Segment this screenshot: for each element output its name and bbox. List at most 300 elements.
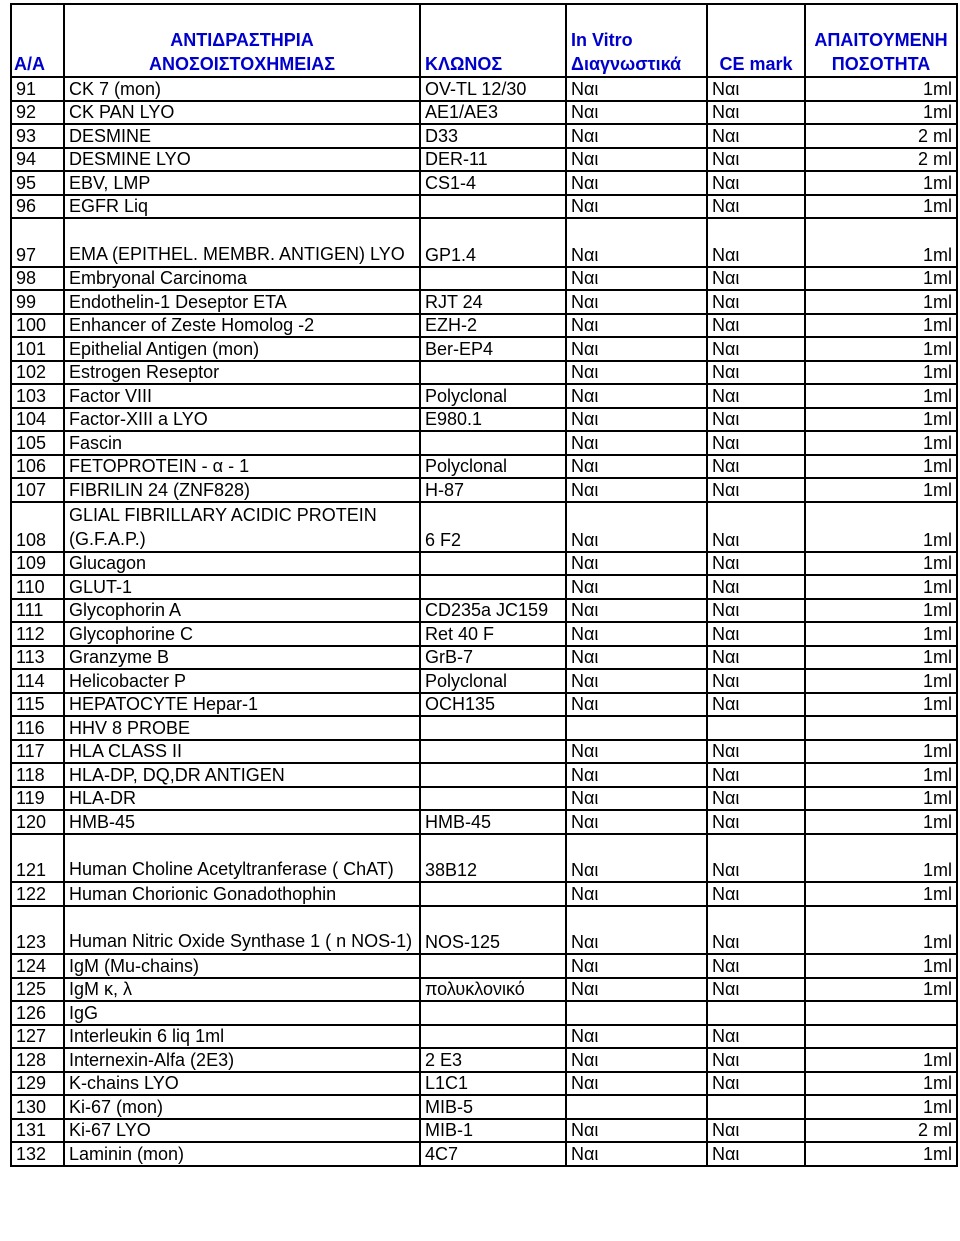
quantity-cell: 1ml [805,478,957,502]
row-number: 121 [11,834,64,883]
clone-cell [420,195,566,219]
table-row [11,740,957,764]
ce-mark-cell: Ναι [707,408,805,432]
ce-mark-cell: Ναι [707,218,805,267]
in-vitro-cell: Ναι [566,361,707,385]
in-vitro-cell: Ναι [566,740,707,764]
in-vitro-cell: Ναι [566,552,707,576]
table-row [11,1119,957,1143]
table-row [11,337,957,361]
in-vitro-cell: Ναι [566,622,707,646]
clone-cell [420,1001,566,1025]
reagent-name: Embryonal Carcinoma [64,267,420,291]
quantity-cell: 1ml [805,314,957,338]
quantity-cell: 1ml [805,502,957,552]
quantity-cell: 1ml [805,693,957,717]
reagent-name: IgG [64,1001,420,1025]
table-row [11,195,957,219]
in-vitro-cell: Ναι [566,148,707,172]
reagent-name: HEPATOCYTE Hepar-1 [64,693,420,717]
quantity-cell: 1ml [805,882,957,906]
reagent-name: Endothelin-1 Deseptor ETA [64,290,420,314]
table-row [11,1095,957,1119]
clone-cell: H-87 [420,478,566,502]
reagent-name: HLA-DP, DQ,DR ANTIGEN [64,763,420,787]
clone-cell: 2 E3 [420,1048,566,1072]
row-number: 125 [11,978,64,1002]
ce-mark-cell: Ναι [707,101,805,125]
row-number: 109 [11,552,64,576]
in-vitro-cell: Ναι [566,455,707,479]
row-number: 107 [11,478,64,502]
row-number: 99 [11,290,64,314]
quantity-cell: 1ml [805,267,957,291]
reagent-name: Estrogen Reseptor [64,361,420,385]
reagent-name: Human Chorionic Gonadothophin [64,882,420,906]
row-number: 113 [11,646,64,670]
ce-mark-cell: Ναι [707,906,805,955]
clone-cell: E980.1 [420,408,566,432]
ce-mark-cell: Ναι [707,1048,805,1072]
reagent-name: Internexin-Alfa (2E3) [64,1048,420,1072]
clone-cell [420,267,566,291]
row-number: 96 [11,195,64,219]
table-row [11,599,957,623]
in-vitro-cell: Ναι [566,599,707,623]
quantity-cell: 1ml [805,1142,957,1166]
ce-mark-cell: Ναι [707,693,805,717]
row-number: 115 [11,693,64,717]
table-row [11,669,957,693]
quantity-cell: 1ml [805,646,957,670]
quantity-cell: 1ml [805,1072,957,1096]
clone-cell: AE1/AE3 [420,101,566,125]
row-number: 97 [11,218,64,267]
in-vitro-cell: Ναι [566,502,707,552]
reagent-name: Factor-XIII a LYO [64,408,420,432]
row-number: 105 [11,431,64,455]
clone-cell [420,575,566,599]
ce-mark-cell: Ναι [707,1119,805,1143]
quantity-cell: 1ml [805,810,957,834]
ce-mark-cell: Ναι [707,763,805,787]
table-row [11,218,957,267]
row-number: 102 [11,361,64,385]
clone-cell: Polyclonal [420,384,566,408]
row-number: 132 [11,1142,64,1166]
table-row [11,384,957,408]
row-number: 128 [11,1048,64,1072]
ce-mark-cell: Ναι [707,290,805,314]
in-vitro-cell: Ναι [566,1119,707,1143]
ce-mark-cell: Ναι [707,337,805,361]
reagent-name: GLIAL FIBRILLARY ACIDIC PROTEIN (G.F.A.P.) [64,502,420,552]
reagent-name: HHV 8 PROBE [64,716,420,740]
clone-cell: Polyclonal [420,455,566,479]
ce-mark-cell: Ναι [707,267,805,291]
clone-cell: MIB-5 [420,1095,566,1119]
header-row [11,4,957,77]
ce-mark-cell: Ναι [707,669,805,693]
quantity-cell: 1ml [805,1095,957,1119]
in-vitro-cell: Ναι [566,337,707,361]
table-row [11,267,957,291]
clone-cell: DER-11 [420,148,566,172]
reagent-name: HLA CLASS II [64,740,420,764]
clone-cell [420,763,566,787]
reagent-name: Fascin [64,431,420,455]
reagent-name: FIBRILIN 24 (ZNF828) [64,478,420,502]
reagent-name: K-chains LYO [64,1072,420,1096]
clone-cell: OV-TL 12/30 [420,77,566,101]
table-row [11,124,957,148]
reagent-name: Human Nitric Oxide Synthase 1 ( n NOS-1) [64,906,420,955]
row-number: 130 [11,1095,64,1119]
ce-mark-cell: Ναι [707,148,805,172]
reagent-name: Ki-67 LYO [64,1119,420,1143]
quantity-cell: 1ml [805,101,957,125]
row-number: 100 [11,314,64,338]
clone-cell: L1C1 [420,1072,566,1096]
ce-mark-cell: Ναι [707,575,805,599]
in-vitro-cell: Ναι [566,267,707,291]
reagent-name: Glycophorine C [64,622,420,646]
quantity-cell: 1ml [805,954,957,978]
table-row [11,478,957,502]
reagent-name: FETOPROTEIN - α - 1 [64,455,420,479]
row-number: 116 [11,716,64,740]
table-row [11,882,957,906]
quantity-cell: 1ml [805,599,957,623]
reagent-name: HMB-45 [64,810,420,834]
row-number: 91 [11,77,64,101]
clone-cell: Polyclonal [420,669,566,693]
header-ce-mark: CE mark [707,4,805,77]
row-number: 108 [11,502,64,552]
quantity-cell: 1ml [805,787,957,811]
clone-cell: RJT 24 [420,290,566,314]
table-row [11,954,957,978]
header-clone: ΚΛΩΝΟΣ [420,4,566,77]
table-row [11,810,957,834]
in-vitro-cell: Ναι [566,882,707,906]
clone-cell [420,716,566,740]
ce-mark-cell: Ναι [707,314,805,338]
table-row [11,978,957,1002]
table-row [11,787,957,811]
clone-cell: EZH-2 [420,314,566,338]
table-row [11,1001,957,1025]
table-row [11,148,957,172]
header-reagents: ΑΝΤΙΔΡΑΣΤΗΡΙΑ ΑΝΟΣΟΙΣΤΟΧΗΜΕΙΑΣ [64,4,420,77]
reagent-name: Laminin (mon) [64,1142,420,1166]
ce-mark-cell: Ναι [707,77,805,101]
ce-mark-cell: Ναι [707,787,805,811]
quantity-cell [805,1025,957,1049]
in-vitro-cell: Ναι [566,101,707,125]
ce-mark-cell: Ναι [707,810,805,834]
quantity-cell: 1ml [805,455,957,479]
ce-mark-cell: Ναι [707,1142,805,1166]
ce-mark-cell: Ναι [707,478,805,502]
in-vitro-cell: Ναι [566,314,707,338]
row-number: 103 [11,384,64,408]
table-row [11,314,957,338]
row-number: 98 [11,267,64,291]
reagent-name: EMA (EPITHEL. MEMBR. ANTIGEN) LYO [64,218,420,267]
quantity-cell: 1ml [805,431,957,455]
in-vitro-cell [566,1001,707,1025]
reagent-name: Glycophorin A [64,599,420,623]
ce-mark-cell [707,1095,805,1119]
clone-cell [420,882,566,906]
ce-mark-cell: Ναι [707,552,805,576]
table-row [11,502,957,552]
row-number: 114 [11,669,64,693]
row-number: 122 [11,882,64,906]
in-vitro-cell: Ναι [566,669,707,693]
in-vitro-cell: Ναι [566,810,707,834]
row-number: 129 [11,1072,64,1096]
in-vitro-cell: Ναι [566,834,707,883]
ce-mark-cell: Ναι [707,882,805,906]
clone-cell [420,1025,566,1049]
quantity-cell [805,1001,957,1025]
quantity-cell: 1ml [805,740,957,764]
ce-mark-cell: Ναι [707,361,805,385]
clone-cell [420,787,566,811]
in-vitro-cell: Ναι [566,218,707,267]
row-number: 126 [11,1001,64,1025]
quantity-cell: 1ml [805,575,957,599]
quantity-cell: 1ml [805,171,957,195]
reagent-name: EBV, LMP [64,171,420,195]
ce-mark-cell: Ναι [707,431,805,455]
quantity-cell: 1ml [805,218,957,267]
in-vitro-cell: Ναι [566,431,707,455]
row-number: 111 [11,599,64,623]
table-row [11,1048,957,1072]
reagent-name: Enhancer of Zeste Homolog -2 [64,314,420,338]
reagent-name: Glucagon [64,552,420,576]
ce-mark-cell: Ναι [707,455,805,479]
table-row [11,361,957,385]
quantity-cell: 1ml [805,290,957,314]
row-number: 124 [11,954,64,978]
in-vitro-cell: Ναι [566,408,707,432]
in-vitro-cell: Ναι [566,478,707,502]
quantity-cell: 1ml [805,669,957,693]
quantity-cell: 1ml [805,763,957,787]
ce-mark-cell: Ναι [707,834,805,883]
ce-mark-cell: Ναι [707,954,805,978]
clone-cell: πολυκλονικό [420,978,566,1002]
clone-cell: D33 [420,124,566,148]
in-vitro-cell: Ναι [566,290,707,314]
reagent-name: EGFR Liq [64,195,420,219]
table-row [11,1142,957,1166]
quantity-cell: 1ml [805,834,957,883]
reagent-name: GLUT-1 [64,575,420,599]
table-row [11,834,957,883]
table-row [11,171,957,195]
table-row [11,408,957,432]
in-vitro-cell: Ναι [566,77,707,101]
row-number: 120 [11,810,64,834]
in-vitro-cell: Ναι [566,954,707,978]
in-vitro-cell: Ναι [566,575,707,599]
row-number: 117 [11,740,64,764]
row-number: 123 [11,906,64,955]
reagent-name: Interleukin 6 liq 1ml [64,1025,420,1049]
reagent-name: Human Choline Acetyltranferase ( ChAT) [64,834,420,883]
in-vitro-cell: Ναι [566,693,707,717]
row-number: 127 [11,1025,64,1049]
row-number: 131 [11,1119,64,1143]
reagent-name: Granzyme B [64,646,420,670]
row-number: 94 [11,148,64,172]
clone-cell [420,361,566,385]
row-number: 95 [11,171,64,195]
row-number: 118 [11,763,64,787]
ce-mark-cell: Ναι [707,502,805,552]
ce-mark-cell: Ναι [707,978,805,1002]
row-number: 110 [11,575,64,599]
quantity-cell: 1ml [805,622,957,646]
reagent-name: CK PAN LYO [64,101,420,125]
table-row [11,290,957,314]
ce-mark-cell: Ναι [707,1025,805,1049]
table-row [11,552,957,576]
quantity-cell: 1ml [805,337,957,361]
in-vitro-cell: Ναι [566,384,707,408]
table-row [11,431,957,455]
quantity-cell: 1ml [805,361,957,385]
row-number: 104 [11,408,64,432]
in-vitro-cell: Ναι [566,763,707,787]
in-vitro-cell: Ναι [566,646,707,670]
quantity-cell: 1ml [805,906,957,955]
reagent-name: DESMINE LYO [64,148,420,172]
header-quantity: ΑΠΑΙΤΟΥΜΕΝΗ ΠΟΣΟΤΗΤΑ [805,4,957,77]
in-vitro-cell: Ναι [566,195,707,219]
ce-mark-cell: Ναι [707,646,805,670]
in-vitro-cell: Ναι [566,124,707,148]
table-row [11,716,957,740]
ce-mark-cell: Ναι [707,171,805,195]
in-vitro-cell: Ναι [566,1072,707,1096]
table-row [11,646,957,670]
clone-cell: CD235a JC159 [420,599,566,623]
table-row [11,693,957,717]
quantity-cell: 1ml [805,1048,957,1072]
reagent-name: Ki-67 (mon) [64,1095,420,1119]
in-vitro-cell: Ναι [566,906,707,955]
in-vitro-cell: Ναι [566,787,707,811]
in-vitro-cell: Ναι [566,1142,707,1166]
reagent-name: CK 7 (mon) [64,77,420,101]
in-vitro-cell: Ναι [566,978,707,1002]
clone-cell: CS1-4 [420,171,566,195]
table-row [11,575,957,599]
table-row [11,622,957,646]
quantity-cell [805,716,957,740]
table-row [11,101,957,125]
ce-mark-cell: Ναι [707,195,805,219]
reagent-table [10,3,958,1167]
clone-cell [420,552,566,576]
row-number: 119 [11,787,64,811]
row-number: 106 [11,455,64,479]
clone-cell: HMB-45 [420,810,566,834]
reagent-name: DESMINE [64,124,420,148]
quantity-cell: 2 ml [805,1119,957,1143]
header-num: Α/Α [11,4,64,77]
quantity-cell: 1ml [805,408,957,432]
clone-cell: OCH135 [420,693,566,717]
clone-cell: Ret 40 F [420,622,566,646]
table-row [11,763,957,787]
ce-mark-cell: Ναι [707,599,805,623]
reagent-name: HLA-DR [64,787,420,811]
quantity-cell: 1ml [805,195,957,219]
in-vitro-cell: Ναι [566,1048,707,1072]
quantity-cell: 2 ml [805,148,957,172]
header-in-vitro: In Vitro Διαγνωστικά [566,4,707,77]
row-number: 112 [11,622,64,646]
quantity-cell: 2 ml [805,124,957,148]
in-vitro-cell: Ναι [566,171,707,195]
reagent-name: Epithelial Antigen (mon) [64,337,420,361]
quantity-cell: 1ml [805,77,957,101]
in-vitro-cell [566,1095,707,1119]
reagent-name: IgM κ, λ [64,978,420,1002]
table-row [11,77,957,101]
ce-mark-cell: Ναι [707,622,805,646]
in-vitro-cell [566,716,707,740]
row-number: 93 [11,124,64,148]
clone-cell [420,740,566,764]
table-row [11,906,957,955]
clone-cell: 4C7 [420,1142,566,1166]
clone-cell: NOS-125 [420,906,566,955]
ce-mark-cell [707,716,805,740]
quantity-cell: 1ml [805,552,957,576]
ce-mark-cell [707,1001,805,1025]
reagent-name: Factor VIII [64,384,420,408]
clone-cell: GP1.4 [420,218,566,267]
clone-cell: GrB-7 [420,646,566,670]
table-row [11,455,957,479]
reagent-name: Helicobacter P [64,669,420,693]
clone-cell [420,431,566,455]
clone-cell: 6 F2 [420,502,566,552]
reagent-name: IgM (Mu-chains) [64,954,420,978]
ce-mark-cell: Ναι [707,1072,805,1096]
clone-cell: MIB-1 [420,1119,566,1143]
ce-mark-cell: Ναι [707,124,805,148]
ce-mark-cell: Ναι [707,384,805,408]
clone-cell: Ber-EP4 [420,337,566,361]
quantity-cell: 1ml [805,384,957,408]
table-row [11,1025,957,1049]
ce-mark-cell: Ναι [707,740,805,764]
row-number: 101 [11,337,64,361]
clone-cell: 38B12 [420,834,566,883]
clone-cell [420,954,566,978]
quantity-cell: 1ml [805,978,957,1002]
in-vitro-cell: Ναι [566,1025,707,1049]
